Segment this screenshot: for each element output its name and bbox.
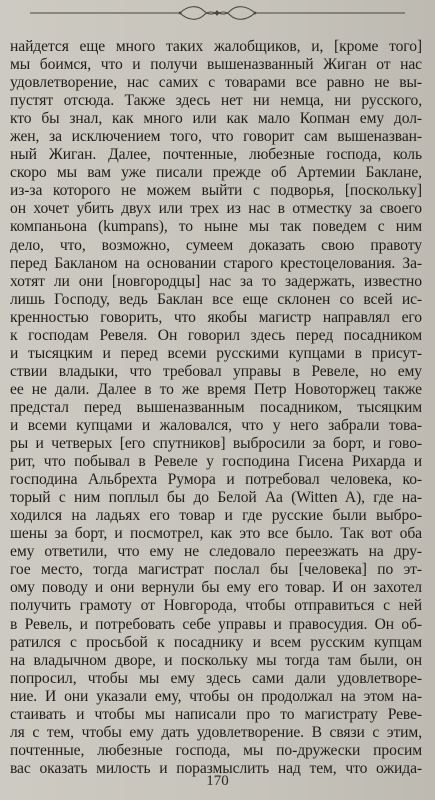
- text-line: удовлетворение, нас самих с товарами все равно не вы-: [10, 74, 422, 92]
- text-line: рит, что побывал в Ревеле у господина Гисена Рихарда и: [10, 453, 422, 471]
- text-line: к господам Ревеля. Он говорил здесь перед посадником: [10, 326, 422, 344]
- text-line: вас оказать милость и поразмыслить над тем, что ожида-: [10, 759, 422, 777]
- text-line: на владычном дворе, и поскольку мы тогда там были, он: [10, 651, 422, 669]
- text-line: пустят отсюда. Также здесь нет ни немца, ни русского,: [10, 92, 422, 110]
- text-line: попросил, чтобы мы ему здесь сами дали удовлетворе-: [10, 669, 422, 687]
- text-line: найдется еще много таких жалобщиков, и, [кроме того]: [10, 38, 422, 55]
- text-line: и тысяцким и перед всеми русскими купцами в присут-: [10, 344, 422, 362]
- text-line: скоро мы вам уже писали прежде об Артемии Баклане,: [10, 164, 422, 182]
- text-line: шены за борт, и посмотрел, как это все было. Так вот оба: [10, 525, 422, 543]
- page-number: 170: [206, 773, 229, 789]
- text-line: компаньона (kumpans), то ныне мы так поведем с ним: [10, 218, 422, 236]
- text-line: предстал перед вышеназванным посадником, тысяцким: [10, 398, 422, 416]
- text-line: лишь Господу, ведь Баклан все еще склонен со всей ис-: [10, 290, 422, 308]
- text-line: ля с тем, чтобы ему дать удовлетворение. В связи с этим,: [10, 723, 422, 741]
- body-text: [10, 38, 422, 778]
- text-line: кренностью говорить, что якобы магистр направлял его: [10, 308, 422, 326]
- ornament-divider: [0, 2, 435, 24]
- text-line: ратился с просьбой к посаднику и всем русским купцам: [10, 633, 422, 651]
- text-line: он хочет убить двух или трех из нас в отместку за своего: [10, 200, 422, 218]
- text-line: ходился на ладьях его товар и где русские были выбро-: [10, 507, 422, 525]
- text-line: ому поводу и они вернули бы ему его товар. И он захотел: [10, 579, 422, 597]
- text-line: ние. И они указали ему, чтобы он продолжал на этом на-: [10, 687, 422, 705]
- text-line: в Ревель, и потребовать себе управы и правосудия. Он об-: [10, 615, 422, 633]
- text-line: мы боимся, что и получи вышеназванный Жиган от нас: [10, 56, 422, 74]
- text-line: торый с ним поплыл бы до Белой Аа (Witten A), где на-: [10, 489, 422, 507]
- text-line: господина Альбрехта Румора и потребовал человека, ко-: [10, 471, 422, 489]
- text-line: хотят ли они [новгородцы] нас за то задержать, известно: [10, 272, 422, 290]
- text-line: гое место, тогда магистрат послал бы [человека] по эт-: [10, 561, 422, 579]
- text-line: ствии владыки, что требовал управы в Ревеле, но ему: [10, 362, 422, 380]
- text-line: ный Жиган. Далее, почтенные, любезные господа, коль: [10, 146, 422, 164]
- text-line: кто бы знал, как много или как мало Копман ему дол-: [10, 110, 422, 128]
- text-line: дело, что, возможно, сумеем доказать свою правоту: [10, 236, 422, 254]
- text-line: перед Бакланом на основании старого крестоцелования. За-: [10, 254, 422, 272]
- text-line: из-за которого не можем выйти с подворья, [поскольку]: [10, 182, 422, 200]
- text-line: ему ответили, что ему не следовало переезжать на дру-: [10, 543, 422, 561]
- text-line: и всеми купцами и жаловался, что у него забрали това-: [10, 416, 422, 434]
- text-line: жен, за исключением того, что говорит сам вышеназван-: [10, 128, 422, 146]
- text-line: стаивать и чтобы мы написали про то магистрату Реве-: [10, 705, 422, 723]
- text-line: получить грамоту от Новгорода, чтобы отправиться с ней: [10, 597, 422, 615]
- text-line: ее не дали. Далее в то же время Петр Новоторжец также: [10, 380, 422, 398]
- text-line: почтенные, любезные господа, мы по-дружески просим: [10, 741, 422, 759]
- text-line: ры и четверых [его спутников] выбросили за борт, и гово-: [10, 435, 422, 453]
